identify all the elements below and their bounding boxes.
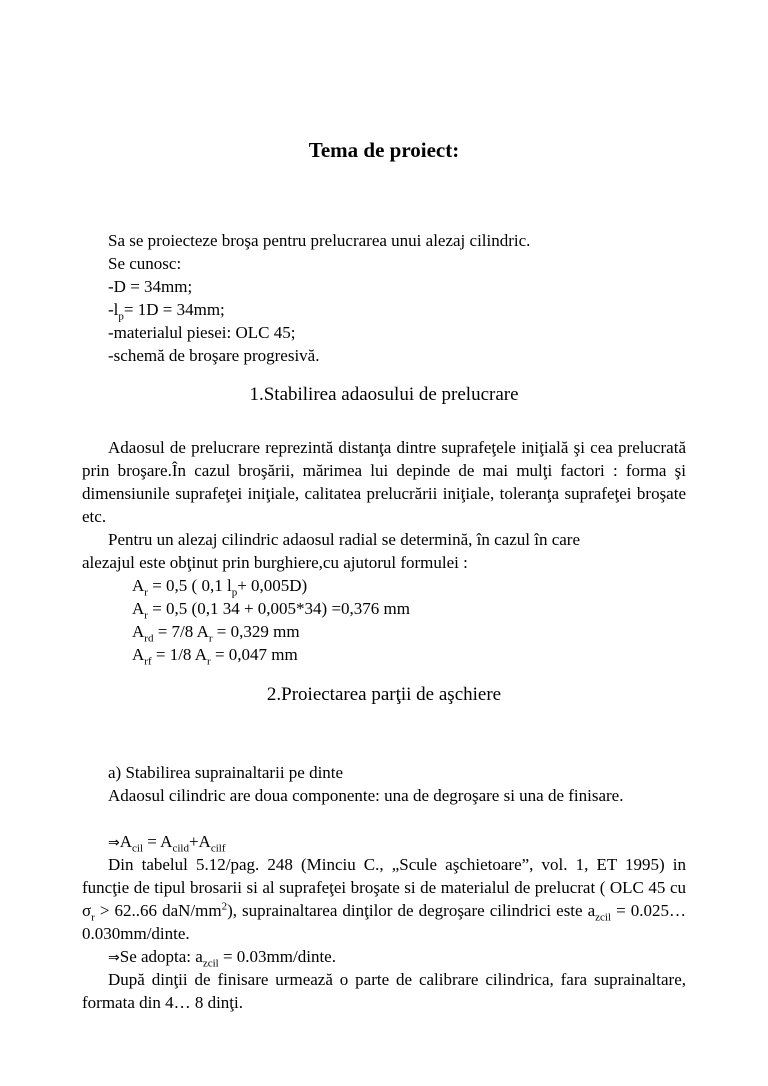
section-2-paragraph-1: Adaosul cilindric are doua componente: una de degroşare si una de finisare. xyxy=(108,786,624,805)
formula-ar-value: $A_r = 0,5$ (0,1 34 + 0,005*34) =0,376 mm xyxy=(132,599,410,622)
section-2-paragraph-3: După dinţii de finisare urmează o parte de calibrare cilindrica, fara suprainaltare, formata din 4… 8 dinţi. xyxy=(82,970,686,1012)
intro-line-3: -D = 34mm; xyxy=(108,277,193,296)
intro-line-2: Se cunosc: xyxy=(108,254,182,273)
section-1-paragraph-2-line-1: Pentru un alezaj cilindric adaosul radial se determină, în cazul în care xyxy=(108,530,581,549)
formula-ar: $A_r = 0,5$ ( 0,1 $l_p+ 0,005D$) xyxy=(132,576,308,599)
section-1-heading: 1.Stabilirea adaosului de prelucrare xyxy=(249,384,519,405)
formula-ard: $A_{rd} = 7/8$ $A_r = 0,329$ mm xyxy=(132,622,300,645)
section-1-paragraph-2-line-2: alezajul este obţinut prin burghiere,cu ajutorul formulei : xyxy=(82,553,468,572)
intro-line-6: -schemă de broşare progresivă. xyxy=(108,346,320,365)
adopted-value: ⇒Se adopta: $a_{zcil}$ = 0.03mm/dinte. xyxy=(108,947,336,970)
intro-line-5: -materialul piesei: OLC 45; xyxy=(108,323,296,342)
section-2-heading: 2.Proiectarea parţii de aşchiere xyxy=(266,684,502,705)
intro-line-4: $-l_p= 1D = 34mm$; xyxy=(108,300,225,323)
formula-arf: $A_{rf} = 1/8$ $A_r = 0,047$ mm xyxy=(132,645,298,668)
implies-arrow-icon: ⇒ xyxy=(108,950,120,966)
equation-acil: $\Rightarrow A_{cil} = A_{cild}+A_{cilf}$ xyxy=(108,832,226,855)
intro-line-1: Sa se proiecteze broşa pentru prelucrarea unui alezaj cilindric. xyxy=(108,231,531,250)
implies-arrow-icon: ⇒ xyxy=(108,835,120,851)
page-title: Tema de proiect: xyxy=(308,138,460,162)
section-1-paragraph-1: Adaosul de prelucrare reprezintă distanţa dintre suprafeţele iniţială şi cea prelucrată prin broşare.În cazul broşării, mărimea lui depinde de mai mulţi factori : forma şi dimensiunile suprafeţei iniţiale, calitatea prelucrării iniţiale, toleranţa suprafeţei broşate etc. xyxy=(82,438,686,526)
section-2-paragraph-2: Din tabelul 5.12/pag. 248 (Minciu C., „Scule aşchietoare”, vol. 1, ET 1995) in funcţie de tipul brosarii si al suprafeţei broşate si de materialul de prelucrat ( OLC 45 cu $\sigma_r > 62..66$ daN/$mm^2$), suprainaltarea dinţilor de degroşare cilindrici este $a_{zcil}$ = 0.025…0.030mm/dinte. xyxy=(82,855,686,943)
item-a: a) Stabilirea suprainaltarii pe dinte xyxy=(108,763,344,782)
